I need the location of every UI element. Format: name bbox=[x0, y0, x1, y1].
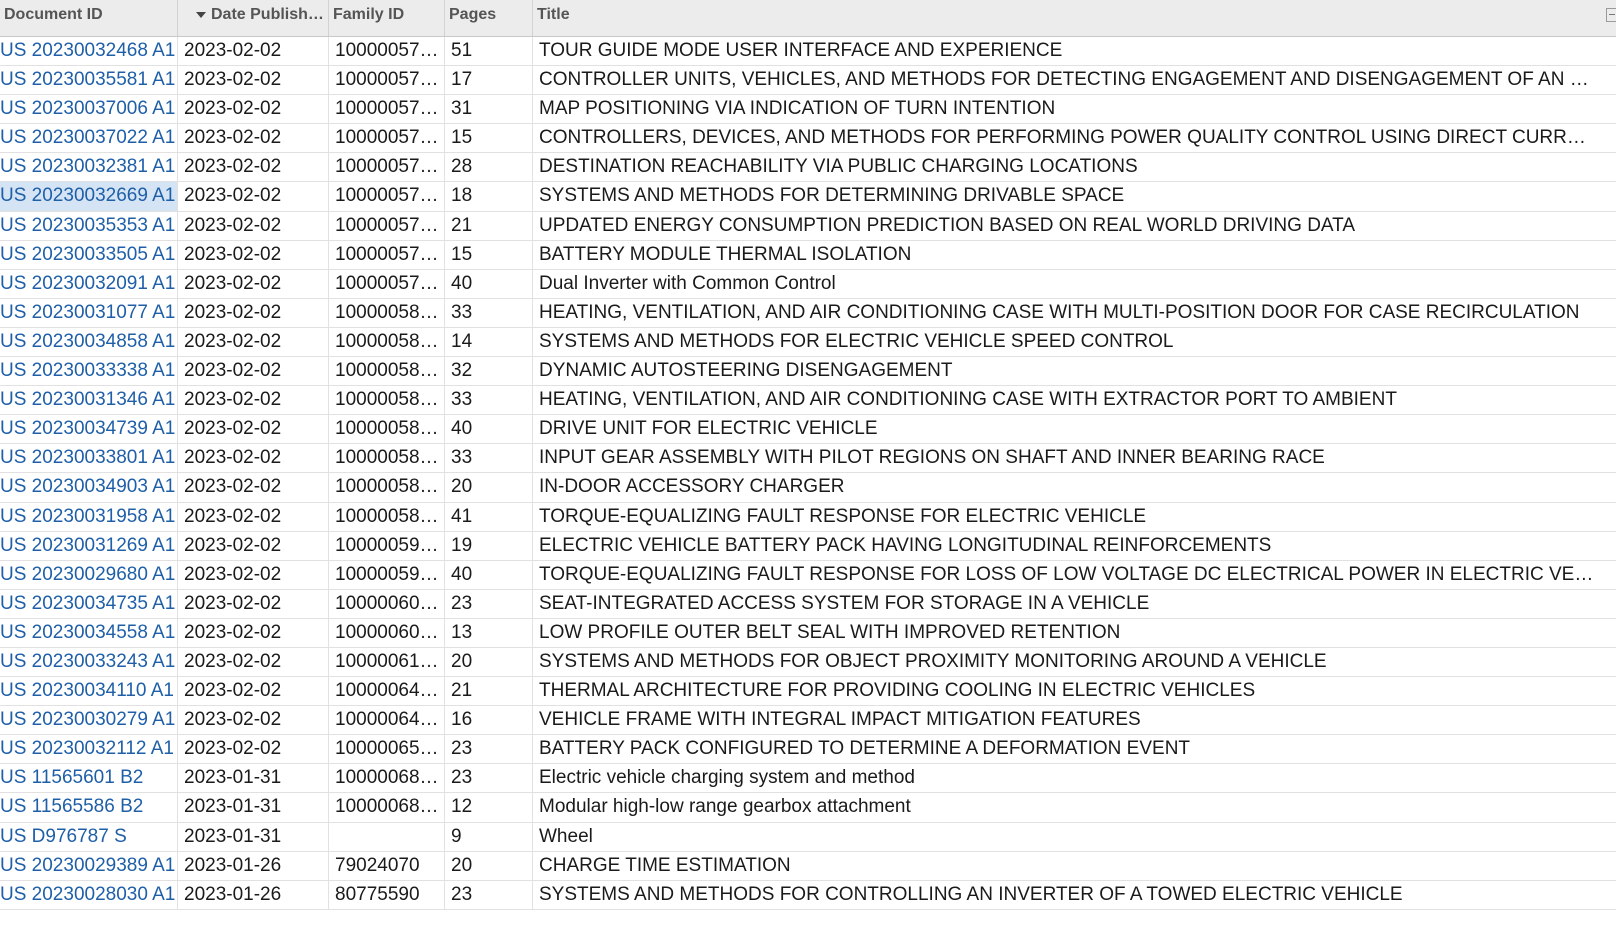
title-cell: UPDATED ENERGY CONSUMPTION PREDICTION BASED ON REAL WORLD DRIVING DATA bbox=[539, 214, 1356, 236]
date-published-cell: 2023-02-02 bbox=[178, 124, 329, 152]
family-id-cell: 10000058… bbox=[329, 357, 445, 385]
table-row[interactable] bbox=[0, 881, 1616, 910]
date-published-cell: 2023-02-02 bbox=[178, 706, 329, 734]
pages-cell: 15 bbox=[445, 241, 533, 269]
title-cell: SYSTEMS AND METHODS FOR DETERMINING DRIVABLE SPACE bbox=[539, 185, 1125, 207]
document-id-link[interactable]: US 20230030279 A1 bbox=[0, 706, 178, 734]
document-id-link[interactable]: US 20230032112 A1 bbox=[0, 735, 178, 763]
title-cell: SYSTEMS AND METHODS FOR ELECTRIC VEHICLE SPEED CONTROL bbox=[539, 330, 1174, 352]
title-cell: BATTERY PACK CONFIGURED TO DETERMINE A DEFORMATION EVENT bbox=[539, 738, 1191, 760]
pages-cell: 20 bbox=[445, 852, 533, 880]
table-row[interactable] bbox=[0, 677, 1616, 706]
document-id-link[interactable]: US 20230029389 A1 bbox=[0, 852, 178, 880]
document-id-link[interactable]: US 20230034735 A1 bbox=[0, 590, 178, 618]
date-published-cell: 2023-02-02 bbox=[178, 66, 329, 94]
pages-cell: 28 bbox=[445, 153, 533, 181]
table-row[interactable] bbox=[0, 357, 1616, 386]
family-id-cell: 10000057… bbox=[329, 37, 445, 65]
document-id-link[interactable]: US 20230031077 A1 bbox=[0, 299, 178, 327]
family-id-cell: 10000058… bbox=[329, 415, 445, 443]
table-row[interactable] bbox=[0, 619, 1616, 648]
pages-cell: 31 bbox=[445, 95, 533, 123]
document-id-link[interactable]: US 20230031269 A1 bbox=[0, 532, 178, 560]
pages-cell: 16 bbox=[445, 706, 533, 734]
table-row[interactable] bbox=[0, 415, 1616, 444]
pages-cell: 23 bbox=[445, 735, 533, 763]
title-cell: CONTROLLER UNITS, VEHICLES, AND METHODS FOR DETECTING ENGAGEMENT AND DISENGAGEMENT OF AN … bbox=[539, 69, 1589, 91]
column-header-title[interactable] bbox=[533, 0, 1616, 36]
date-published-cell: 2023-02-02 bbox=[178, 241, 329, 269]
document-id-link[interactable]: US 20230034858 A1 bbox=[0, 328, 178, 356]
pages-cell: 23 bbox=[445, 881, 533, 909]
table-row[interactable] bbox=[0, 37, 1616, 66]
family-id-cell: 10000064… bbox=[329, 706, 445, 734]
family-id-cell: 10000057… bbox=[329, 270, 445, 298]
pages-cell: 17 bbox=[445, 66, 533, 94]
date-published-cell: 2023-02-02 bbox=[178, 473, 329, 501]
table-row[interactable] bbox=[0, 444, 1616, 473]
family-id-cell: 10000057… bbox=[329, 66, 445, 94]
document-id-link[interactable]: US 20230034110 A1 bbox=[0, 677, 178, 705]
title-cell: HEATING, VENTILATION, AND AIR CONDITIONING CASE WITH EXTRACTOR PORT TO AMBIENT bbox=[539, 389, 1397, 411]
date-published-cell: 2023-02-02 bbox=[178, 182, 329, 210]
pages-cell: 40 bbox=[445, 415, 533, 443]
document-id-link[interactable]: US 20230035353 A1 bbox=[0, 212, 178, 240]
title-cell: CHARGE TIME ESTIMATION bbox=[539, 854, 791, 876]
column-header-date-published[interactable] bbox=[178, 0, 329, 36]
pages-cell: 13 bbox=[445, 619, 533, 647]
family-id-cell: 79024070 bbox=[329, 852, 445, 880]
family-id-cell: 10000059… bbox=[329, 532, 445, 560]
title-cell: ELECTRIC VEHICLE BATTERY PACK HAVING LONGITUDINAL REINFORCEMENTS bbox=[539, 534, 1272, 556]
title-cell: BATTERY MODULE THERMAL ISOLATION bbox=[539, 243, 912, 265]
table-row[interactable] bbox=[0, 648, 1616, 677]
family-id-cell: 80775590 bbox=[329, 881, 445, 909]
title-cell: TORQUE-EQUALIZING FAULT RESPONSE FOR ELECTRIC VEHICLE bbox=[539, 505, 1147, 527]
title-cell: IN-DOOR ACCESSORY CHARGER bbox=[539, 476, 845, 498]
family-id-cell: 10000060… bbox=[329, 590, 445, 618]
column-header-pages[interactable] bbox=[445, 0, 533, 36]
date-published-cell: 2023-02-02 bbox=[178, 95, 329, 123]
table-row[interactable] bbox=[0, 299, 1616, 328]
date-published-cell: 2023-02-02 bbox=[178, 415, 329, 443]
family-id-cell: 10000057… bbox=[329, 241, 445, 269]
pages-cell: 51 bbox=[445, 37, 533, 65]
family-id-cell: 10000058… bbox=[329, 473, 445, 501]
title-cell: DYNAMIC AUTOSTEERING DISENGAGEMENT bbox=[539, 360, 953, 382]
table-row[interactable] bbox=[0, 852, 1616, 881]
sort-descending-icon bbox=[196, 12, 206, 18]
family-id-cell: 10000057… bbox=[329, 182, 445, 210]
family-id-cell: 10000059… bbox=[329, 561, 445, 589]
pages-cell: 21 bbox=[445, 677, 533, 705]
title-cell: TOUR GUIDE MODE USER INTERFACE AND EXPERIENCE bbox=[539, 40, 1063, 61]
date-published-cell: 2023-02-02 bbox=[178, 677, 329, 705]
document-id-link[interactable]: US 20230034903 A1 bbox=[0, 473, 178, 501]
date-published-cell: 2023-02-02 bbox=[178, 532, 329, 560]
date-published-cell: 2023-02-02 bbox=[178, 299, 329, 327]
pages-cell: 33 bbox=[445, 444, 533, 472]
date-published-cell: 2023-02-02 bbox=[178, 590, 329, 618]
document-id-link[interactable]: US 20230037006 A1 bbox=[0, 95, 178, 123]
table-row[interactable] bbox=[0, 241, 1616, 270]
title-cell: Electric vehicle charging system and method bbox=[539, 767, 915, 789]
document-id-link[interactable]: US 20230032091 A1 bbox=[0, 270, 178, 298]
document-id-link[interactable]: US 20230033243 A1 bbox=[0, 648, 178, 676]
document-id-link[interactable]: US 20230032381 A1 bbox=[0, 153, 178, 181]
document-id-link[interactable]: US 20230033338 A1 bbox=[0, 357, 178, 385]
title-cell: THERMAL ARCHITECTURE FOR PROVIDING COOLING IN ELECTRIC VEHICLES bbox=[539, 680, 1256, 702]
date-published-cell: 2023-02-02 bbox=[178, 444, 329, 472]
document-id-link[interactable]: US 20230032468 A1 bbox=[0, 37, 178, 65]
pages-cell: 21 bbox=[445, 212, 533, 240]
column-header-label: Date Publish… bbox=[211, 6, 324, 23]
table-row[interactable] bbox=[0, 735, 1616, 764]
family-id-cell: 10000068… bbox=[329, 793, 445, 821]
document-id-link[interactable]: US 20230037022 A1 bbox=[0, 124, 178, 152]
family-id-cell: 10000058… bbox=[329, 328, 445, 356]
date-published-cell: 2023-02-02 bbox=[178, 328, 329, 356]
date-published-cell: 2023-01-26 bbox=[178, 881, 329, 909]
family-id-cell: 10000064… bbox=[329, 677, 445, 705]
document-id-link[interactable]: US 20230029680 A1 bbox=[0, 561, 178, 589]
pages-cell: 23 bbox=[445, 590, 533, 618]
date-published-cell: 2023-02-02 bbox=[178, 561, 329, 589]
pages-cell: 18 bbox=[445, 182, 533, 210]
family-id-cell: 10000061… bbox=[329, 648, 445, 676]
table-row[interactable] bbox=[0, 328, 1616, 357]
date-published-cell: 2023-01-31 bbox=[178, 764, 329, 792]
title-cell: Dual Inverter with Common Control bbox=[539, 272, 836, 294]
document-id-link[interactable]: US D976787 S bbox=[0, 823, 178, 851]
column-header-document-id[interactable] bbox=[0, 0, 178, 36]
pages-cell: 41 bbox=[445, 503, 533, 531]
title-cell: DESTINATION REACHABILITY VIA PUBLIC CHARGING LOCATIONS bbox=[539, 156, 1138, 178]
document-id-link[interactable]: US 20230034558 A1 bbox=[0, 619, 178, 647]
table-row[interactable] bbox=[0, 124, 1616, 153]
pages-cell: 12 bbox=[445, 793, 533, 821]
table-row[interactable] bbox=[0, 823, 1616, 852]
family-id-cell: 10000065… bbox=[329, 735, 445, 763]
date-published-cell: 2023-02-02 bbox=[178, 153, 329, 181]
title-cell: SEAT-INTEGRATED ACCESS SYSTEM FOR STORAGE IN A VEHICLE bbox=[539, 592, 1150, 614]
table-row[interactable] bbox=[0, 95, 1616, 124]
table-body bbox=[0, 37, 1616, 910]
family-id-cell: 10000057… bbox=[329, 95, 445, 123]
pages-cell: 33 bbox=[445, 386, 533, 414]
title-cell: CONTROLLERS, DEVICES, AND METHODS FOR PERFORMING POWER QUALITY CONTROL USING DIRECT CURR… bbox=[539, 127, 1586, 149]
table-row[interactable] bbox=[0, 386, 1616, 415]
date-published-cell: 2023-02-02 bbox=[178, 357, 329, 385]
title-cell: TORQUE-EQUALIZING FAULT RESPONSE FOR LOSS OF LOW VOLTAGE DC ELECTRICAL POWER IN ELECTRIC VE… bbox=[539, 563, 1594, 585]
document-id-link[interactable]: US 20230033801 A1 bbox=[0, 444, 178, 472]
column-header-label: Document ID bbox=[4, 6, 103, 23]
date-published-cell: 2023-02-02 bbox=[178, 386, 329, 414]
document-id-link[interactable]: US 20230035581 A1 bbox=[0, 66, 178, 94]
title-cell: HEATING, VENTILATION, AND AIR CONDITIONING CASE WITH MULTI-POSITION DOOR FOR CASE RECIRCULATION bbox=[539, 301, 1580, 323]
date-published-cell: 2023-02-02 bbox=[178, 735, 329, 763]
column-options-icon[interactable] bbox=[1606, 8, 1616, 22]
pages-cell: 9 bbox=[445, 823, 533, 851]
date-published-cell: 2023-02-02 bbox=[178, 37, 329, 65]
document-id-link[interactable]: US 20230031958 A1 bbox=[0, 503, 178, 531]
title-cell: SYSTEMS AND METHODS FOR CONTROLLING AN INVERTER OF A TOWED ELECTRIC VEHICLE bbox=[539, 883, 1403, 905]
pages-cell: 32 bbox=[445, 357, 533, 385]
title-cell: SYSTEMS AND METHODS FOR OBJECT PROXIMITY MONITORING AROUND A VEHICLE bbox=[539, 650, 1327, 672]
table-row[interactable] bbox=[0, 503, 1616, 532]
table-row[interactable] bbox=[0, 473, 1616, 502]
family-id-cell: 10000057… bbox=[329, 212, 445, 240]
pages-cell: 19 bbox=[445, 532, 533, 560]
document-id-link[interactable]: US 20230028030 A1 bbox=[0, 881, 178, 909]
date-published-cell: 2023-01-31 bbox=[178, 793, 329, 821]
table-row[interactable] bbox=[0, 764, 1616, 793]
table-row[interactable] bbox=[0, 182, 1616, 211]
date-published-cell: 2023-02-02 bbox=[178, 648, 329, 676]
pages-cell: 40 bbox=[445, 561, 533, 589]
document-id-link[interactable]: US 11565601 B2 bbox=[0, 764, 178, 792]
date-published-cell: 2023-02-02 bbox=[178, 212, 329, 240]
table-row[interactable] bbox=[0, 66, 1616, 95]
family-id-cell: 10000060… bbox=[329, 619, 445, 647]
family-id-cell: 10000058… bbox=[329, 299, 445, 327]
pages-cell: 14 bbox=[445, 328, 533, 356]
table-row[interactable] bbox=[0, 590, 1616, 619]
family-id-cell: 10000057… bbox=[329, 153, 445, 181]
family-id-cell: 10000068… bbox=[329, 764, 445, 792]
pages-cell: 33 bbox=[445, 299, 533, 327]
document-id-link[interactable]: US 11565586 B2 bbox=[0, 793, 178, 821]
column-header-label: Family ID bbox=[333, 6, 405, 23]
date-published-cell: 2023-02-02 bbox=[178, 503, 329, 531]
table-row[interactable] bbox=[0, 532, 1616, 561]
table-row[interactable] bbox=[0, 153, 1616, 182]
table-row[interactable] bbox=[0, 706, 1616, 735]
title-cell: LOW PROFILE OUTER BELT SEAL WITH IMPROVED RETENTION bbox=[539, 621, 1121, 643]
date-published-cell: 2023-01-26 bbox=[178, 852, 329, 880]
document-id-link[interactable]: US 20230033505 A1 bbox=[0, 241, 178, 269]
date-published-cell: 2023-02-02 bbox=[178, 619, 329, 647]
family-id-cell: 10000058… bbox=[329, 386, 445, 414]
table-row[interactable] bbox=[0, 793, 1616, 822]
title-cell: Wheel bbox=[539, 825, 593, 847]
family-id-cell: 10000058… bbox=[329, 503, 445, 531]
table-row[interactable] bbox=[0, 270, 1616, 299]
date-published-cell: 2023-01-31 bbox=[178, 823, 329, 851]
title-cell: MAP POSITIONING VIA INDICATION OF TURN INTENTION bbox=[539, 98, 1056, 120]
date-published-cell: 2023-02-02 bbox=[178, 270, 329, 298]
family-id-cell: 10000057… bbox=[329, 124, 445, 152]
pages-cell: 20 bbox=[445, 473, 533, 501]
table-row[interactable] bbox=[0, 212, 1616, 241]
title-cell: INPUT GEAR ASSEMBLY WITH PILOT REGIONS ON SHAFT AND INNER BEARING RACE bbox=[539, 447, 1325, 469]
title-cell: DRIVE UNIT FOR ELECTRIC VEHICLE bbox=[539, 418, 878, 440]
family-id-cell: 10000058… bbox=[329, 444, 445, 472]
table-header bbox=[0, 0, 1616, 37]
column-header-family-id[interactable] bbox=[329, 0, 445, 36]
document-id-link[interactable]: US 20230031346 A1 bbox=[0, 386, 178, 414]
document-id-link[interactable]: US 20230034739 A1 bbox=[0, 415, 178, 443]
pages-cell: 15 bbox=[445, 124, 533, 152]
document-id-link[interactable]: US 20230032669 A1 bbox=[0, 182, 178, 210]
table-row[interactable] bbox=[0, 561, 1616, 590]
pages-cell: 23 bbox=[445, 764, 533, 792]
title-cell: VEHICLE FRAME WITH INTEGRAL IMPACT MITIGATION FEATURES bbox=[539, 709, 1141, 731]
family-id-cell bbox=[329, 823, 445, 851]
column-header-label: Pages bbox=[449, 6, 497, 23]
pages-cell: 20 bbox=[445, 648, 533, 676]
pages-cell: 40 bbox=[445, 270, 533, 298]
title-cell: Modular high-low range gearbox attachment bbox=[539, 796, 911, 818]
column-header-label: Title bbox=[537, 6, 570, 23]
